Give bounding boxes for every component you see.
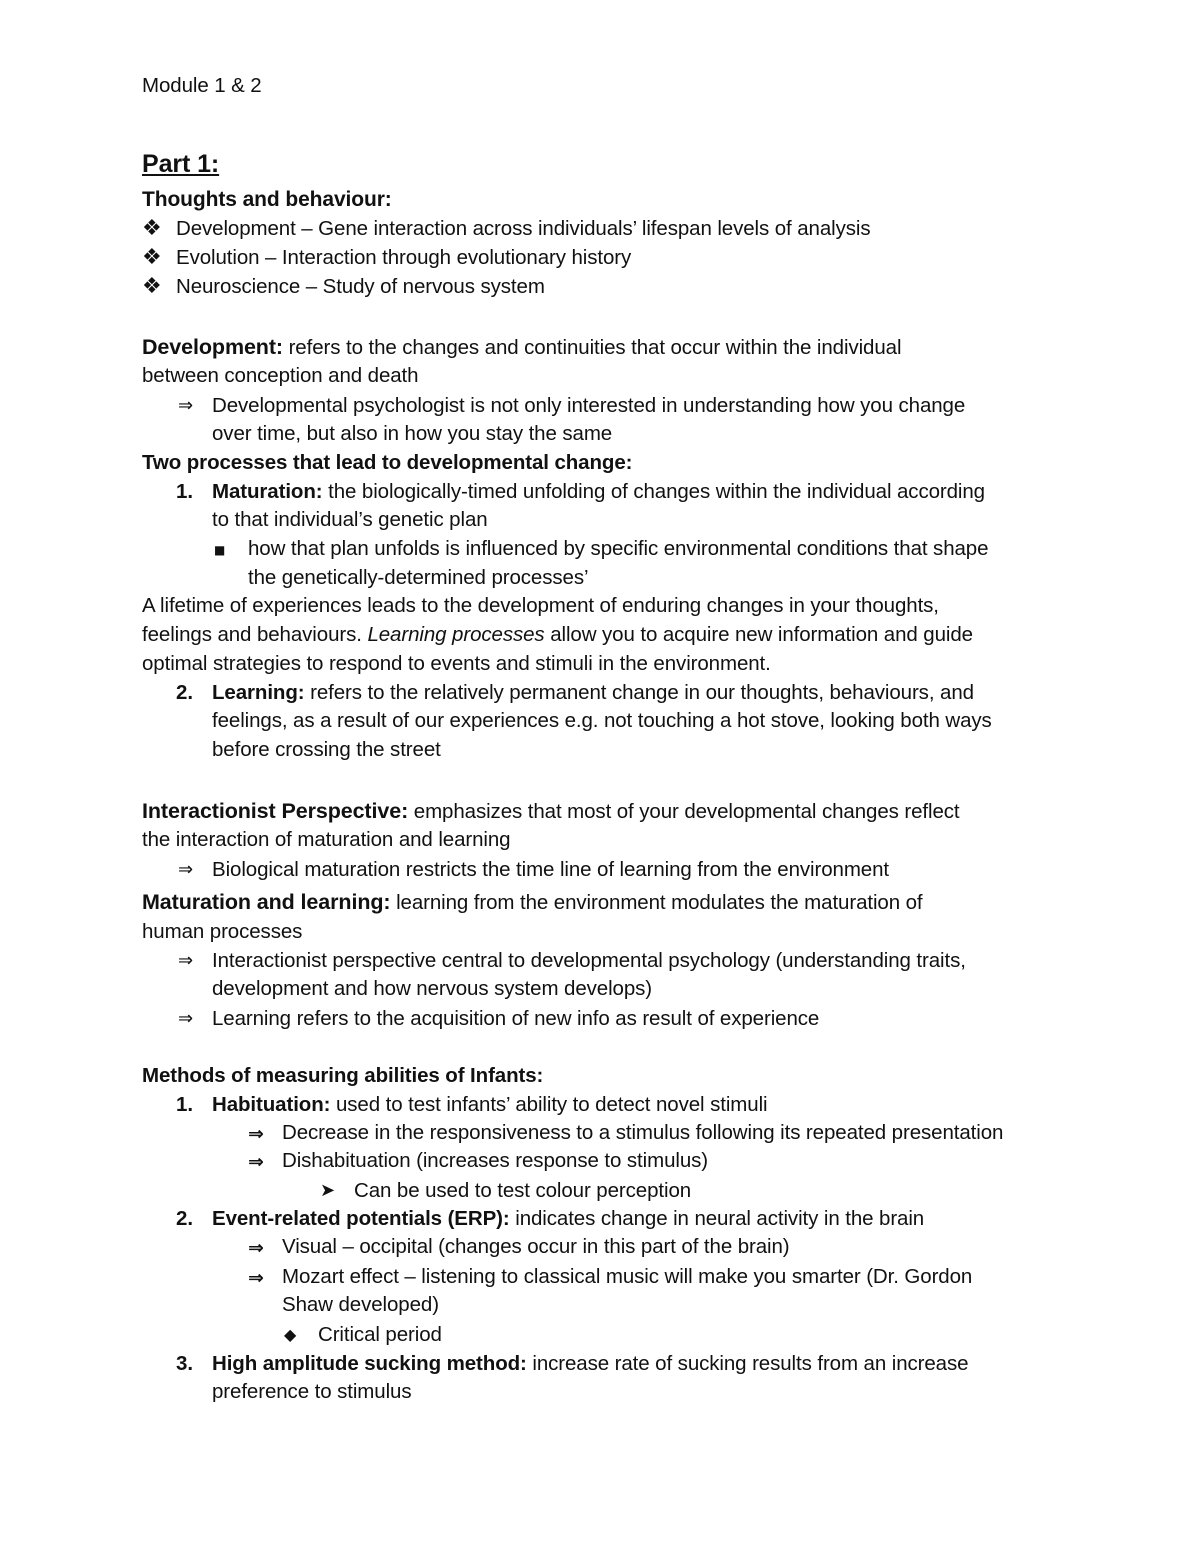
thoughts-item: Development – Gene interaction across individuals’ lifespan levels of analysis — [176, 217, 871, 240]
erp-item — [212, 1205, 924, 1233]
habituation-def: used to test infants’ ability to detect novel stimuli — [335, 1093, 768, 1116]
maturation-learning-def: learning from the environment modulates the maturation of — [396, 891, 923, 914]
lifetime-paragraph-line: optimal strategies to respond to events and stimuli in the environment. — [142, 652, 771, 675]
sucking-term: High amplitude sucking method: — [212, 1352, 527, 1375]
lifetime-text: allow you to acquire new information and guide — [550, 623, 973, 646]
maturation-def: the biologically-timed unfolding of changes within the individual according — [328, 480, 985, 503]
arrow-bullet-icon: ⇒ — [178, 395, 194, 416]
list-number: 1. — [176, 1093, 194, 1116]
list-number: 1. — [176, 480, 194, 503]
habituation-arrow: Decrease in the responsiveness to a stimulus following its repeated presentation — [282, 1121, 1004, 1144]
list-number: 2. — [176, 681, 194, 704]
maturation-def-cont: to that individual’s genetic plan — [212, 508, 488, 531]
interactionist-def-cont: the interaction of maturation and learning — [142, 828, 511, 851]
arrow-bullet-icon: ⇒ — [178, 1008, 194, 1029]
thoughts-item: Evolution – Interaction through evolutionary history — [176, 246, 632, 269]
methods-heading: Methods of measuring abilities of Infants: — [142, 1064, 544, 1087]
sucking-def-cont: preference to stimulus — [212, 1380, 412, 1403]
interactionist-def: emphasizes that most of your developmental changes reflect — [413, 800, 960, 823]
two-processes-heading: Two processes that lead to developmental change: — [142, 451, 633, 474]
diamond-bullet-icon: ❖ — [142, 216, 162, 241]
maturation-subitem-cont: the genetically-determined processes’ — [248, 566, 589, 589]
learning-def-cont: feelings, as a result of our experiences e.g. not touching a hot stove, looking both ways — [212, 709, 992, 732]
square-bullet-icon: ■ — [214, 543, 226, 557]
thoughts-heading: Thoughts and behaviour: — [142, 188, 392, 211]
diamond-bullet-icon: ❖ — [142, 245, 162, 270]
maturation-learning-arrow: Learning refers to the acquisition of new info as result of experience — [212, 1007, 820, 1030]
learning-processes-emphasis: Learning processes — [367, 623, 545, 646]
maturation-term: Maturation: — [212, 480, 323, 503]
development-definition — [142, 333, 901, 362]
erp-arrow-cont: Shaw developed) — [282, 1293, 439, 1316]
development-def-cont: between conception and death — [142, 364, 419, 387]
small-diamond-bullet-icon: ◆ — [284, 1325, 297, 1344]
learning-def: refers to the relatively permanent change in our thoughts, behaviours, and — [310, 681, 974, 704]
arrow-bullet-icon: ⇒ — [248, 1237, 264, 1259]
maturation-item — [212, 478, 985, 506]
development-arrow-cont: over time, but also in how you stay the same — [212, 422, 613, 445]
maturation-learning-term: Maturation and learning: — [142, 890, 391, 914]
development-def: refers to the changes and continuities that occur within the individual — [288, 336, 902, 359]
lifetime-paragraph-line — [142, 621, 973, 649]
list-number: 3. — [176, 1352, 194, 1375]
part-heading: Part 1: — [142, 150, 220, 178]
learning-item — [212, 679, 974, 707]
erp-arrow: Visual – occipital (changes occur in this part of the brain) — [282, 1235, 790, 1258]
erp-def: indicates change in neural activity in the brain — [515, 1207, 925, 1230]
learning-def-cont: before crossing the street — [212, 738, 441, 761]
arrow-bullet-icon: ⇒ — [248, 1267, 264, 1289]
maturation-learning-definition — [142, 888, 923, 917]
list-number: 2. — [176, 1207, 194, 1230]
interactionist-definition — [142, 797, 959, 826]
arrow-bullet-icon: ⇒ — [178, 950, 194, 971]
lifetime-paragraph: A lifetime of experiences leads to the development of enduring changes in your thoughts, — [142, 594, 939, 617]
arrow-bullet-icon: ⇒ — [248, 1151, 264, 1173]
development-term: Development: — [142, 335, 283, 359]
arrow-bullet-icon: ⇒ — [178, 859, 194, 880]
interactionist-arrow: Biological maturation restricts the time line of learning from the environment — [212, 858, 889, 881]
interactionist-term: Interactionist Perspective: — [142, 799, 409, 823]
sucking-item — [212, 1350, 968, 1378]
sucking-def: increase rate of sucking results from an increase — [532, 1352, 969, 1375]
erp-arrow: Mozart effect – listening to classical music will make you smarter (Dr. Gordon — [282, 1265, 973, 1288]
development-arrow: Developmental psychologist is not only interested in understanding how you change — [212, 394, 966, 417]
maturation-learning-arrow-cont: development and how nervous system develops) — [212, 977, 653, 1000]
thoughts-item: Neuroscience – Study of nervous system — [176, 275, 545, 298]
arrow-bullet-icon: ⇒ — [248, 1123, 264, 1145]
erp-term: Event-related potentials (ERP): — [212, 1207, 510, 1230]
erp-subitem: Critical period — [318, 1323, 442, 1346]
maturation-subitem: how that plan unfolds is influenced by specific environmental conditions that shape — [248, 537, 989, 560]
maturation-learning-def-cont: human processes — [142, 920, 303, 943]
habituation-term: Habituation: — [212, 1093, 331, 1116]
chevron-bullet-icon: ➤ — [320, 1180, 336, 1201]
page-header: Module 1 & 2 — [142, 74, 262, 97]
lifetime-text: feelings and behaviours. — [142, 623, 362, 646]
maturation-learning-arrow: Interactionist perspective central to developmental psychology (understanding traits, — [212, 949, 966, 972]
diamond-bullet-icon: ❖ — [142, 274, 162, 299]
habituation-subitem: Can be used to test colour perception — [354, 1179, 692, 1202]
habituation-arrow: Dishabituation (increases response to stimulus) — [282, 1149, 709, 1172]
learning-term: Learning: — [212, 681, 305, 704]
habituation-item — [212, 1091, 767, 1119]
